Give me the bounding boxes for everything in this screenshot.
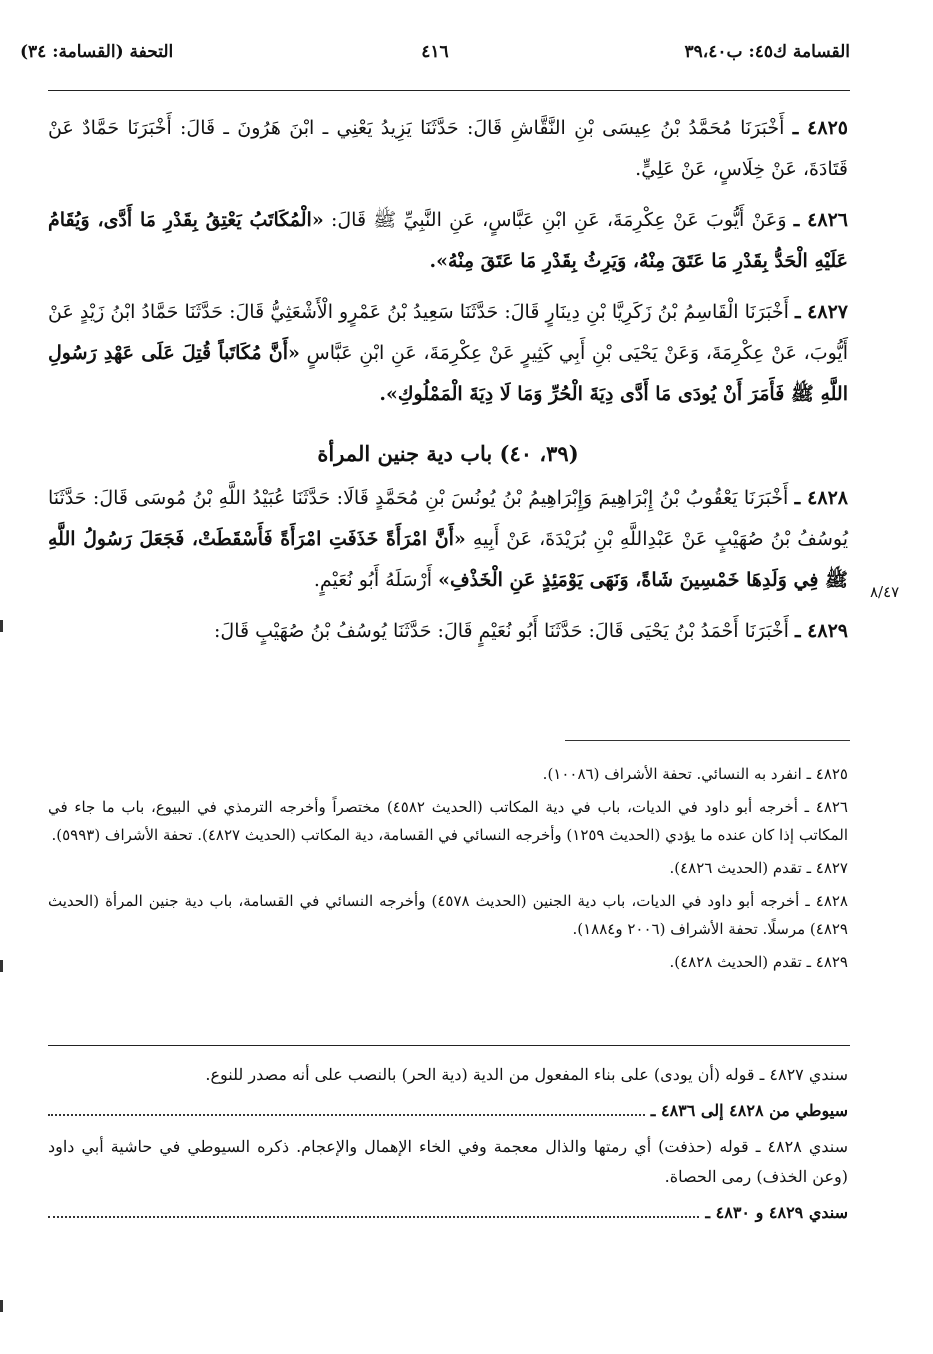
dotted-leader (48, 1104, 645, 1116)
suyuti-heading-text: سيوطي من ٤٨٢٨ إلى ٤٨٣٦ ـ (650, 1101, 848, 1120)
hadith-number: ٤٨٢٨ ـ (794, 487, 848, 509)
hadith-text: أَخْبَرَنَا يَعْقُوبُ بْنُ إِبْرَاهِيمَ وَإِبْرَاهِيمُ بْنُ يُونُسَ بْنِ مُحَمَّدٍ قَالَا: حَدَّثَنَا عُبَيْدُ اللَّهِ بْنُ مُوسَى قَالَ: حَدَّثَنَا يُوسُفُ بْنُ صُهَيْبٍ عَنْ عَبْدِاللَّهِ بْنِ بُرَيْدَةَ، عَنْ أَبِيهِ (48, 487, 849, 550)
scan-mark (0, 620, 3, 632)
margin-note: ٨/٤٧ (870, 583, 900, 601)
hadith-4825 (48, 108, 848, 190)
hadith-text: وَعَنْ أَيُّوبَ عَنْ عِكْرِمَةَ، عَنِ ابْنِ عَبَّاسٍ، عَنِ النَّبِيِّ ﷺ قَالَ: (330, 209, 787, 231)
header-rule (48, 90, 850, 91)
hadith-text: أَخْبَرَنَا الْقَاسِمُ بْنُ زَكَرِيَّا بْنِ دِينَارٍ قَالَ: حَدَّثَنَا سَعِيدُ بْنُ عَمْرٍو الْأَشْعَثِيُّ قَالَ: حَدَّثَنَا حَمَّادُ ابْنُ زَيْدٍ عَنْ أَيُّوبَ، عَنْ عِكْرِمَةَ، وَعَنْ يَحْيَى بْنِ أَبِي كَثِيرٍ عَنْ عِكْرِمَةَ، عَنِ ابْنِ عَبَّاسٍ (48, 301, 848, 364)
header-chapter-ref: القسامة ك٤٥: ب٣٩،٤٠ (684, 42, 850, 62)
footnote: ٤٨٢٧ ـ تقدم (الحديث ٤٨٢٦). (669, 859, 848, 877)
hadith-4826 (48, 200, 848, 282)
commentary-rule (48, 1045, 850, 1046)
hadith-matn: «أَنَّ مُكَاتَباً قُتِلَ عَلَى عَهْدِ رَسُولِ اللَّهِ ﷺ فَأَمَرَ أَنْ يُودَى مَا أَدَّى دِيَةَ الْحُرِّ وَمَا لَا دِيَةَ الْمَمْلُوكِ». (48, 342, 848, 405)
hadith-matn: «الْمُكَاتَبُ يَعْتِقُ بِقَدْرِ مَا أَدَّى، وَيُقَامُ عَلَيْهِ الْحَدُّ بِقَدْرِ مَا عَتَقَ مِنْهُ، وَيَرِثُ بِقَدْرِ مَا عَتَقَ مِنْهُ». (48, 209, 848, 272)
footnote: ٤٨٢٦ ـ أخرجه أبو داود في الديات، باب في دية المكاتب (الحديث ٤٥٨٢) مختصراً وأخرجه الترمذي في البيوع، باب ما جاء في المكاتب إذا كان عنده ما يؤدي (الحديث ١٢٥٩) وأخرجه النسائي في القسامة، دية المكاتب (الحديث ٤٨٢٧). تحفة الأشراف (٥٩٩٣). (48, 798, 848, 844)
footnote-rule (565, 740, 850, 741)
scan-mark (0, 960, 3, 972)
hadith-4827 (48, 292, 848, 415)
suyuti-heading (48, 1096, 848, 1126)
footnote: ٤٨٢٥ ـ انفرد به النسائي. تحفة الأشراف (١٠٠٨٦). (542, 765, 848, 783)
hadith-text: أَخْبَرَنَا أَحْمَدُ بْنُ يَحْيَى قَالَ: حَدَّثَنَا أَبُو نُعَيْمٍ قَالَ: حَدَّثَنَا يُوسُفُ بْنُ صُهَيْبٍ قَالَ: (214, 620, 789, 642)
hadith-4829 (48, 611, 848, 652)
header-tuhfa-ref: التحفة (القسامة: ٣٤) (20, 42, 174, 62)
page-number: ٤١٦ (421, 42, 449, 62)
sindi-heading-text: سندي ٤٨٢٩ و ٤٨٣٠ ـ (705, 1203, 848, 1222)
footnotes (48, 760, 848, 981)
commentary (48, 1060, 848, 1234)
hadith-matn: «أَنَّ امْرَأَةً خَذَفَتِ امْرَأَةً فَأَسْقَطَتْ، فَجَعَلَ رَسُولُ اللَّهِ ﷺ فِي وَلَدِهَا خَمْسِينَ شَاةً، وَنَهَى يَوْمَئِذٍ عَنِ الْخَذْفِ» (48, 528, 848, 591)
dotted-leader (48, 1206, 699, 1218)
scan-mark (0, 1300, 3, 1312)
hadith-4828 (48, 478, 848, 601)
chapter-title: (٣٩، ٤٠) باب دية جنين المرأة (317, 441, 579, 466)
page-header (20, 42, 850, 72)
sindi-note: سندي ٤٨٢٧ ـ قوله (أن يودى) على بناء المفعول من الدية (دية الحر) بالنصب على أنه مصدر للنوع. (205, 1065, 848, 1084)
sindi-note: سندي ٤٨٢٨ ـ قوله (حذفت) أي رمتها والذال معجمة وفي الخاء الإهمال والإعجام. ذكره السيوطي في حاشية أبي داود (وعن الخذف) رمى الحصاة. (48, 1137, 848, 1186)
hadith-number: ٤٨٢٦ ـ (793, 209, 848, 231)
hadith-number: ٤٨٢٧ ـ (794, 301, 848, 323)
hadith-tail: أَرْسَلَهُ أَبُو نُعَيْمٍ. (313, 569, 433, 591)
footnote: ٤٨٢٨ ـ أخرجه أبو داود في الديات، باب دية الجنين (الحديث ٤٥٧٨) وأخرجه النسائي في القسامة، باب دية جنين المرأة (الحديث ٤٨٢٩) مرسلًا. تحفة الأشراف (٢٠٠٦ و١٨٨٤). (48, 892, 848, 938)
footnote: ٤٨٢٩ ـ تقدم (الحديث ٤٨٢٨). (669, 953, 848, 971)
hadith-text: أَخْبَرَنَا مُحَمَّدُ بْنُ عِيسَى بْنِ النَّقَّاشِ قَالَ: حَدَّثَنَا يَزِيدُ يَعْنِي ـ ابْنَ هَرُونَ ـ قَالَ: أَخْبَرَنَا حَمَّادٌ عَنْ قَتَادَةَ، عَنْ خِلَاسٍ، عَنْ عَلِيٍّ. (48, 117, 848, 180)
hadith-number: ٤٨٢٩ ـ (794, 620, 848, 642)
sindi-heading (48, 1198, 848, 1228)
main-text (48, 108, 848, 662)
hadith-number: ٤٨٢٥ ـ (792, 117, 848, 139)
